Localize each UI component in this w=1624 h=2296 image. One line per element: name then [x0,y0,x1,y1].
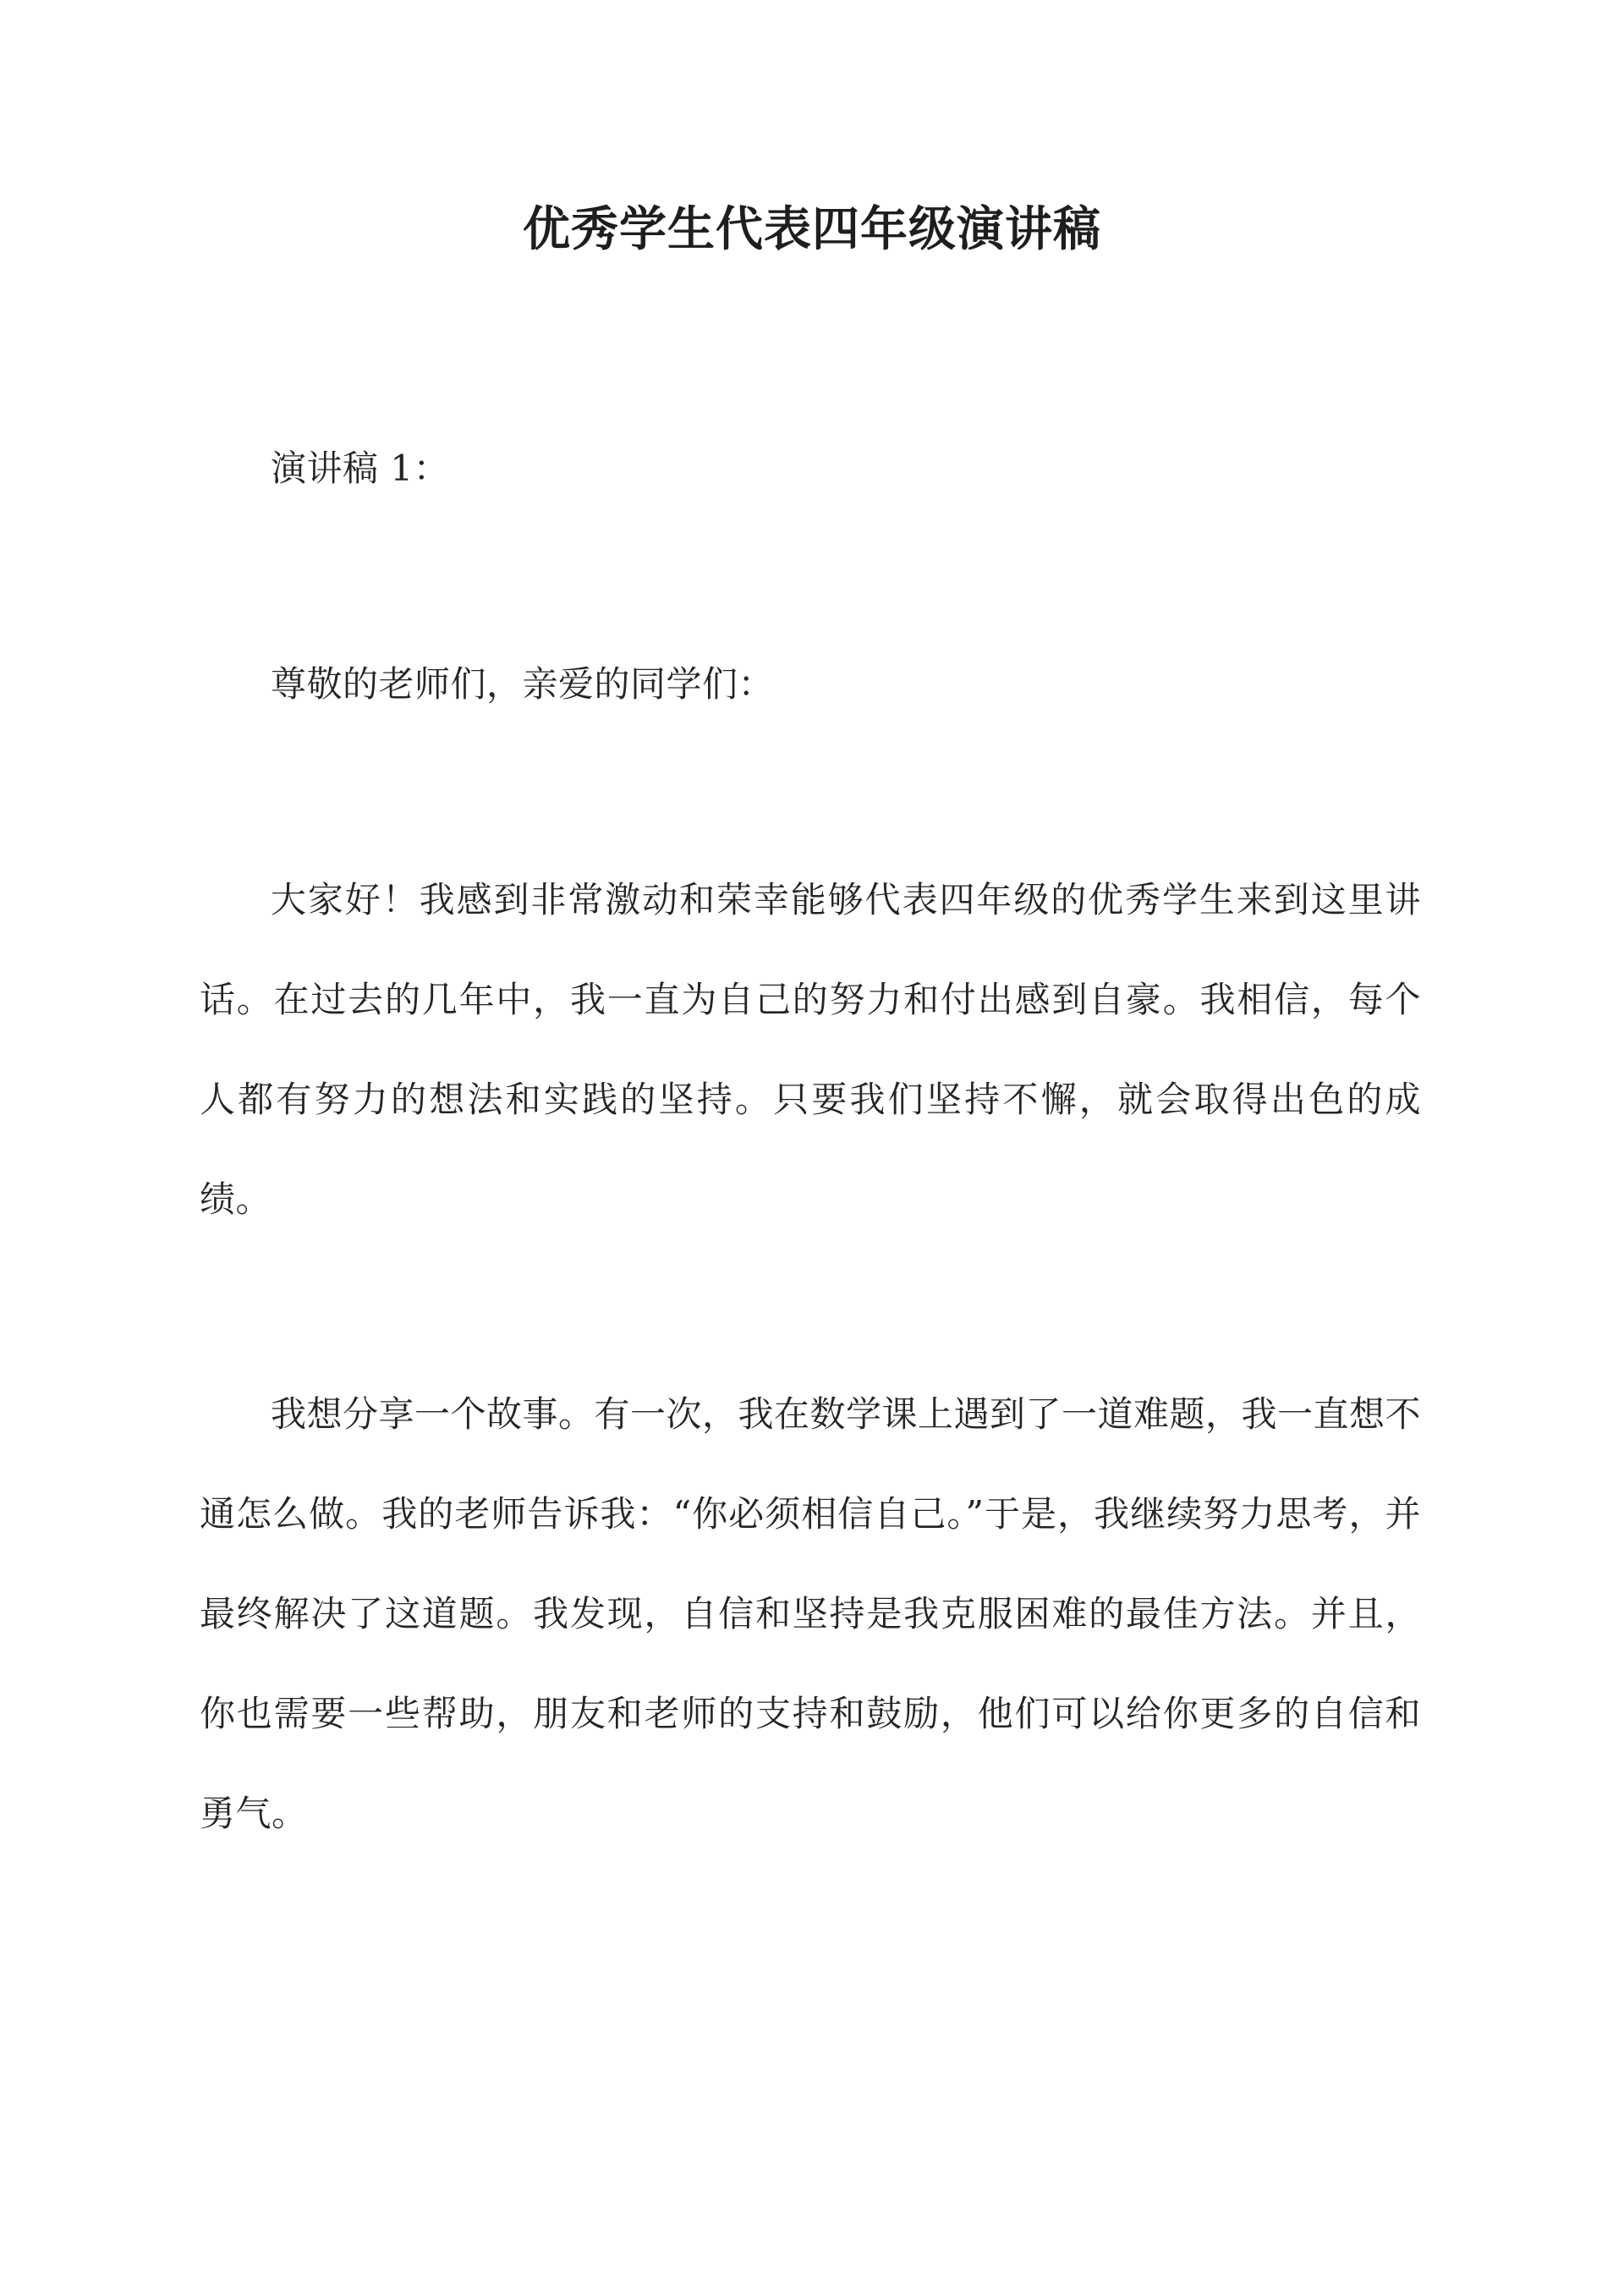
greeting [200,634,1421,734]
speech-label [200,419,1421,519]
greeting-text: 尊敬的老师们，亲爱的同学们： [271,663,775,705]
speech-label-text: 演讲稿 1： [271,448,450,489]
document-title: 优秀学生代表四年级演讲稿 [523,201,1101,257]
paragraph-text: 大家好！我感到非常激动和荣幸能够代表四年级的优秀学生来到这里讲话。在过去的几年中，我一直为自己的努力和付出感到自豪。我相信，每个人都有努力的想法和实践的坚持。只要我们坚持不懈，就会取得出色的成绩。 [200,879,1421,1220]
paragraph-intro [200,850,1421,1250]
paragraph-text: 我想分享一个故事。有一次，我在数学课上遇到了一道难题，我一直想不通怎么做。我的老师告诉我：“你必须相信自己。”于是，我继续努力思考，并最终解决了这道题。我发现，自信和坚持是我克服困难的最佳方法。并且，你也需要一些帮助，朋友和老师的支持和鼓励，他们可以给你更多的自信和勇气。 [200,1393,1422,1834]
paragraph-story [200,1365,1421,1864]
